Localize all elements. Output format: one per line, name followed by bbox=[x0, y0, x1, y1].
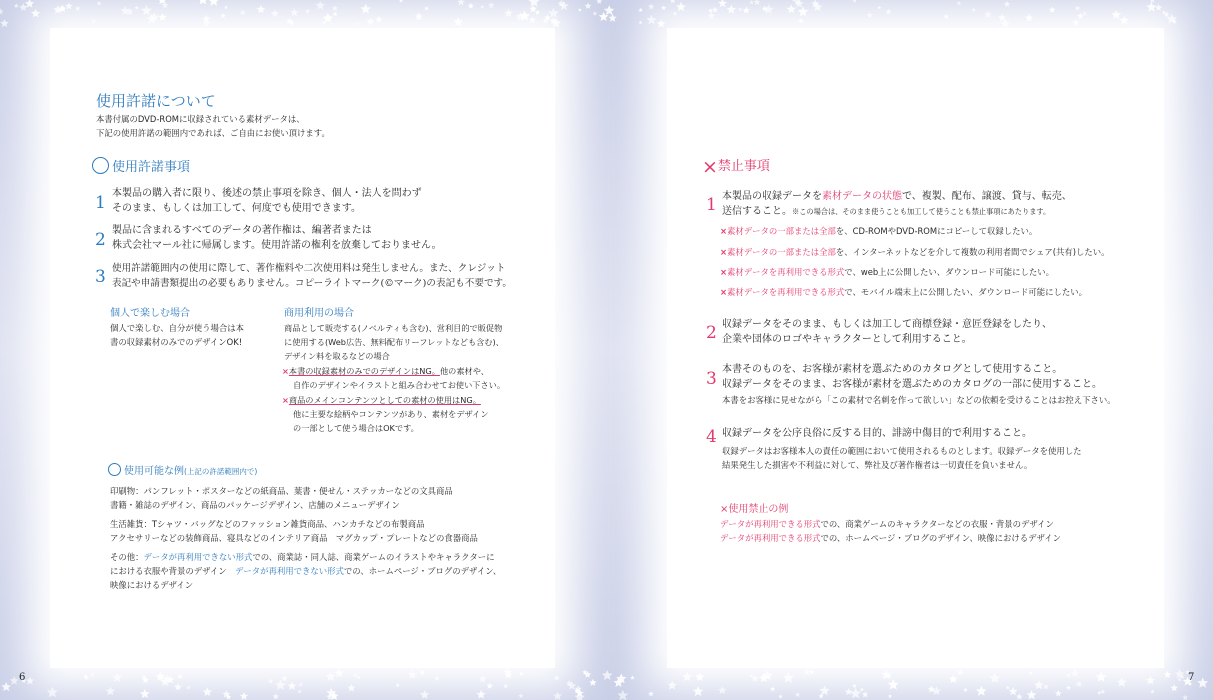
sub-3-rest: で、web上に公開したい、ダウンロード可能にしたい。 bbox=[844, 267, 1055, 277]
item-number-1: 1 bbox=[95, 193, 106, 213]
prohibited-1-line-1 bbox=[722, 190, 1072, 205]
examples-title-note: (上記の許諾範囲内で) bbox=[184, 467, 258, 476]
cross-icon: × bbox=[720, 504, 729, 515]
examples-other-text-3: での、ホームページ・ブログのデザイン、 bbox=[343, 566, 502, 576]
sub-2-rest: を、インターネットなどを介して複数の利用者間でシェア(共有)したい。 bbox=[835, 247, 1110, 257]
examples-heading bbox=[108, 462, 257, 477]
item-2-line-1: 製品に含まれるすべてのデータの著作権は、編著者または bbox=[112, 225, 372, 236]
examples-other-format-2: データが再利用できない形式 bbox=[235, 566, 344, 576]
right-page-panel bbox=[667, 28, 1164, 668]
license-section-title: 使用許諾事項 bbox=[112, 160, 191, 175]
prohibited-4-line: 収録データを公序良俗に反する目的、誹謗中傷目的で利用すること。 bbox=[722, 428, 1032, 439]
prohibited-1-text-a: 本製品の収録データを bbox=[722, 191, 822, 202]
sub-4-red: 素材データを再利用できる形式 bbox=[727, 287, 845, 297]
prohibited-4-note-1: 収録データはお客様本人の責任の範囲において使用されるものとします。収録データを使用した bbox=[722, 446, 1082, 456]
cross-icon: × bbox=[720, 226, 728, 236]
intro-line-2: 下記の使用許諾の範囲内であれば、ご自由にお使い頂けます。 bbox=[96, 128, 330, 138]
personal-use-line-1: 個人で楽しむ、自分が使う場合は本 bbox=[110, 323, 244, 333]
prohibited-1-sub-4 bbox=[720, 285, 1087, 300]
item-number-2: 2 bbox=[95, 230, 106, 250]
prohibited-2-line-2: 企業や団体のロゴやキャラクターとして利用すること。 bbox=[722, 334, 972, 345]
prohibited-example-2-rest: での、ホームページ・ブログのデザイン、映像におけるデザイン bbox=[820, 533, 1062, 543]
prohibited-example-1-rest: での、商業ゲームのキャラクターなどの衣服・背景のデザイン bbox=[820, 519, 1054, 529]
commercial-use-line-1: 商品として販売する(ノベルティも含む)、営利目的で販促物 bbox=[284, 323, 503, 333]
page-title: 使用許諾について bbox=[96, 92, 216, 110]
examples-other-line-2 bbox=[110, 564, 501, 579]
examples-other-line-1 bbox=[110, 550, 495, 565]
commercial-ng-1-line-2: 自作のデザインやイラストと組み合わせてお使い下さい。 bbox=[293, 380, 506, 390]
commercial-ng-2-red: 商品のメインコンテンツとしての素材の使用はNG。 bbox=[288, 395, 481, 405]
sub-2-red: 素材データの一部または全部 bbox=[727, 247, 836, 257]
page-number-left: 6 bbox=[19, 672, 26, 683]
prohibited-4-note-2: 結果発生した損害や不利益に対して、弊社及び著作権者は一切責任を負いません。 bbox=[722, 460, 1033, 470]
prohibited-1-highlight: 素材データの状態 bbox=[822, 191, 902, 202]
item-number-3: 3 bbox=[95, 267, 106, 287]
cross-icon: × bbox=[720, 267, 728, 277]
examples-other-label: その他： bbox=[110, 552, 144, 562]
examples-other-line-3: 映像におけるデザイン bbox=[110, 580, 194, 590]
sub-3-red: 素材データを再利用できる形式 bbox=[727, 267, 845, 277]
prohibited-number-4: 4 bbox=[706, 427, 717, 447]
prohibited-examples-heading bbox=[720, 500, 788, 515]
circle-icon bbox=[108, 463, 121, 476]
commercial-ng-2-line-2: 他に主要な絵柄やコンテンツがあり、素材をデザイン bbox=[293, 409, 489, 419]
commercial-use-title: 商用利用の場合 bbox=[284, 308, 354, 319]
examples-print-line-1: 印刷物：パンフレット・ポスターなどの紙商品、葉書・便せん・ステッカーなどの文具商品 bbox=[110, 486, 453, 496]
commercial-ng-1 bbox=[282, 364, 489, 379]
prohibited-3-note: 本書をお客様に見せながら「この素材で名刺を作って欲しい」などの依頼を受けることはお控え下さい。 bbox=[722, 395, 1116, 405]
cross-icon: × bbox=[702, 156, 718, 178]
examples-print-line-2: 書籍・雑誌のデザイン、商品のパッケージデザイン、店舗のメニューデザイン bbox=[110, 500, 400, 510]
prohibited-3-line-1: 本書そのものを、お客様が素材を選ぶためのカタログとして使用すること。 bbox=[722, 364, 1063, 375]
cross-icon: × bbox=[282, 366, 289, 376]
commercial-ng-2-line-3: の一部として使う場合はOKです。 bbox=[293, 423, 419, 433]
prohibited-example-1-red: データが再利用できる形式 bbox=[720, 519, 821, 529]
prohibited-section-title: 禁止事項 bbox=[717, 159, 770, 174]
item-1-line-1: 本製品の購入者に限り、後述の禁止事項を除き、個人・法人を問わず bbox=[112, 188, 422, 199]
cross-icon: × bbox=[720, 247, 728, 257]
prohibited-3-line-2: 収録データをそのまま、お客様が素材を選ぶためのカタログの一部に使用すること。 bbox=[722, 379, 1102, 390]
prohibited-2-line-1: 収録データをそのまま、もしくは加工して商標登録・意匠登録をしたり、 bbox=[722, 319, 1052, 330]
examples-title: 使用可能な例 bbox=[124, 466, 184, 477]
page-number-right: 7 bbox=[1188, 672, 1195, 683]
prohibited-number-2: 2 bbox=[706, 323, 717, 343]
commercial-use-line-3: デザイン料を取るなどの場合 bbox=[284, 351, 390, 361]
prohibited-example-1 bbox=[720, 517, 1054, 532]
prohibited-example-2 bbox=[720, 531, 1061, 546]
intro-line-1: 本書付属のDVD-ROMに収録されている素材データは、 bbox=[96, 114, 305, 124]
prohibited-1-sub-2 bbox=[720, 245, 1110, 260]
commercial-ng-1-red: 本書の収録素材のみでのデザインはNG。 bbox=[288, 366, 440, 376]
cross-icon: × bbox=[282, 395, 289, 405]
sub-1-red: 素材データの一部または全部 bbox=[727, 226, 836, 236]
cross-icon: × bbox=[720, 287, 728, 297]
item-3-line-2: 表記や申請書類提出の必要もありません。コピーライトマーク(©マーク)の表記も不要です。 bbox=[112, 278, 512, 289]
prohibited-1-sub-1 bbox=[720, 224, 1037, 239]
item-2-line-2: 株式会社マール社に帰属します。使用許諾の権利を放棄しておりません。 bbox=[112, 240, 442, 251]
prohibited-1-text-d: 送信すること。 bbox=[722, 206, 792, 217]
prohibited-1-text-c: で、複製、配布、譲渡、貸与、転売、 bbox=[902, 191, 1072, 202]
commercial-ng-1-rest: 他の素材や、 bbox=[439, 366, 489, 376]
examples-goods-line-2: アクセサリーなどの装飾商品、寝具などのインテリア商品 マグカップ・プレートなどの食器商品 bbox=[110, 533, 478, 543]
commercial-ng-2 bbox=[282, 393, 481, 408]
commercial-use-line-2: に使用する(Web広告、無料配布リーフレットなども含む)、 bbox=[284, 337, 504, 347]
prohibited-number-3: 3 bbox=[706, 369, 717, 389]
sub-4-rest: で、モバイル端末上に公開したい、ダウンロード可能にしたい。 bbox=[844, 287, 1087, 297]
license-section-heading bbox=[92, 156, 190, 175]
prohibited-section-heading bbox=[702, 155, 770, 178]
prohibited-number-1: 1 bbox=[706, 195, 717, 215]
personal-use-line-2: 書の収録素材のみでのデザインOK! bbox=[110, 337, 243, 347]
sub-1-rest: を、CD-ROMやDVD-ROMにコピーして収録したい。 bbox=[835, 226, 1038, 236]
prohibited-example-2-red: データが再利用できる形式 bbox=[720, 533, 821, 543]
personal-use-title: 個人で楽しむ場合 bbox=[110, 308, 190, 319]
prohibited-1-line-2 bbox=[722, 205, 1050, 220]
prohibited-examples-title: 使用禁止の例 bbox=[728, 504, 789, 515]
item-3-line-1: 使用許諾範囲内の使用に際して、著作権料や二次使用料は発生しません。また、クレジット bbox=[112, 263, 506, 274]
examples-other-text: での、商業誌・同人誌、商業ゲームのイラストやキャラクターに bbox=[252, 552, 495, 562]
prohibited-1-note: ※この場合は、そのまま使うことも加工して使うことも禁止事項にあたります。 bbox=[792, 207, 1051, 216]
item-1-line-2: そのまま、もしくは加工して、何度でも使用できます。 bbox=[112, 203, 361, 214]
examples-other-format: データが再利用できない形式 bbox=[143, 552, 253, 562]
prohibited-1-sub-3 bbox=[720, 265, 1054, 280]
examples-goods-line-1: 生活雑貨：Tシャツ・バッグなどのファッション雑貨商品、ハンカチなどの布製商品 bbox=[110, 519, 425, 529]
circle-icon bbox=[92, 157, 109, 174]
examples-other-text-2: における衣服や背景のデザイン bbox=[110, 566, 236, 576]
